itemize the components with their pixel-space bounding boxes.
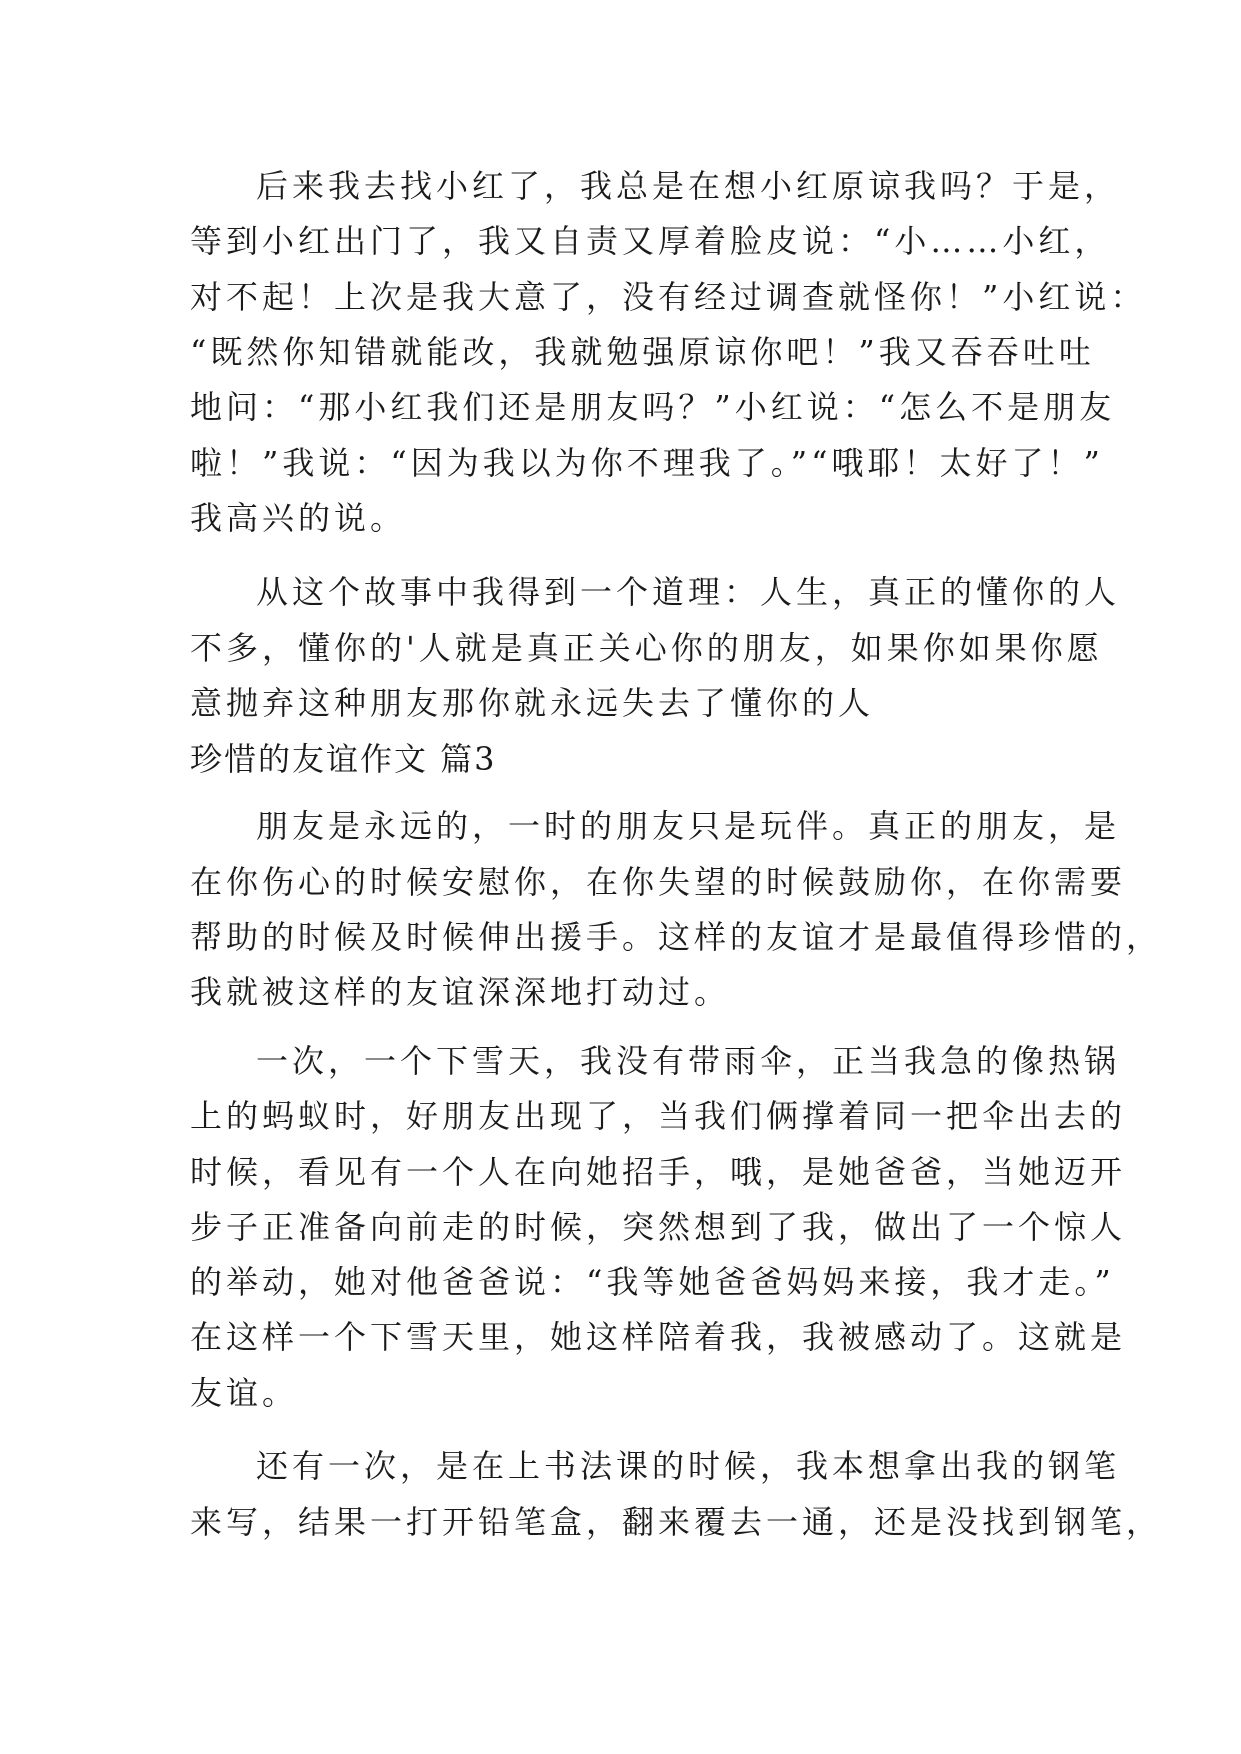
- paragraph-line: 在你伤心的时候安慰你，在你失望的时候鼓励你，在你需要: [190, 863, 1127, 901]
- paragraph-line: 时候，看见有一个人在向她招手，哦，是她爸爸，当她迈开: [190, 1153, 1127, 1191]
- paragraph-line: 地问：“那小红我们还是朋友吗？”小红说：“怎么不是朋友: [190, 388, 1116, 426]
- paragraph-line: 一次，一个下雪天，我没有带雨伞，正当我急的像热锅: [256, 1042, 1121, 1080]
- paragraph-line: 帮助的时候及时候伸出援手。这样的友谊才是最值得珍惜的，: [190, 918, 1163, 956]
- paragraph-line: 不多，懂你的'人就是真正关心你的朋友，如果你如果你愿: [190, 629, 1103, 667]
- paragraph-line: 从这个故事中我得到一个道理：人生，真正的懂你的人: [256, 573, 1121, 611]
- paragraph-line: 后来我去找小红了，我总是在想小红原谅我吗？于是，: [256, 167, 1121, 205]
- paragraph-line: 对不起！上次是我大意了，没有经过调查就怪你！”小红说：: [190, 278, 1147, 316]
- paragraph-line: 朋友是永远的，一时的朋友只是玩伴。真正的朋友，是: [256, 807, 1121, 845]
- paragraph-line: 步子正准备向前走的时候，突然想到了我，做出了一个惊人: [190, 1208, 1127, 1246]
- paragraph-line: 在这样一个下雪天里，她这样陪着我，我被感动了。这就是: [190, 1318, 1127, 1356]
- paragraph-line: 我就被这样的友谊深深地打动过。: [190, 973, 731, 1011]
- paragraph-line: 来写，结果一打开铅笔盒，翻来覆去一通，还是没找到钢笔，: [190, 1503, 1163, 1541]
- paragraph-line: 友谊。: [190, 1374, 299, 1412]
- section-heading: 珍惜的友谊作文 篇3: [190, 740, 497, 778]
- paragraph-line: 我高兴的说。: [190, 499, 407, 537]
- paragraph-line: 的举动，她对他爸爸说：“我等她爸爸妈妈来接，我才走。”: [190, 1263, 1115, 1301]
- paragraph-line: “既然你知错就能改，我就勉强原谅你吧！”我又吞吞吐吐: [190, 333, 1095, 371]
- paragraph-line: 上的蚂蚁时，好朋友出现了，当我们俩撑着同一把伞出去的: [190, 1097, 1127, 1135]
- paragraph-line: 啦！”我说：“因为我以为你不理我了。”“哦耶！太好了！”: [190, 444, 1104, 482]
- paragraph-line: 意抛弃这种朋友那你就永远失去了懂你的人: [190, 684, 875, 722]
- paragraph-line: 还有一次，是在上书法课的时候，我本想拿出我的钢笔: [256, 1447, 1121, 1485]
- paragraph-line: 等到小红出门了，我又自责又厚着脸皮说：“小……小红，: [190, 222, 1111, 260]
